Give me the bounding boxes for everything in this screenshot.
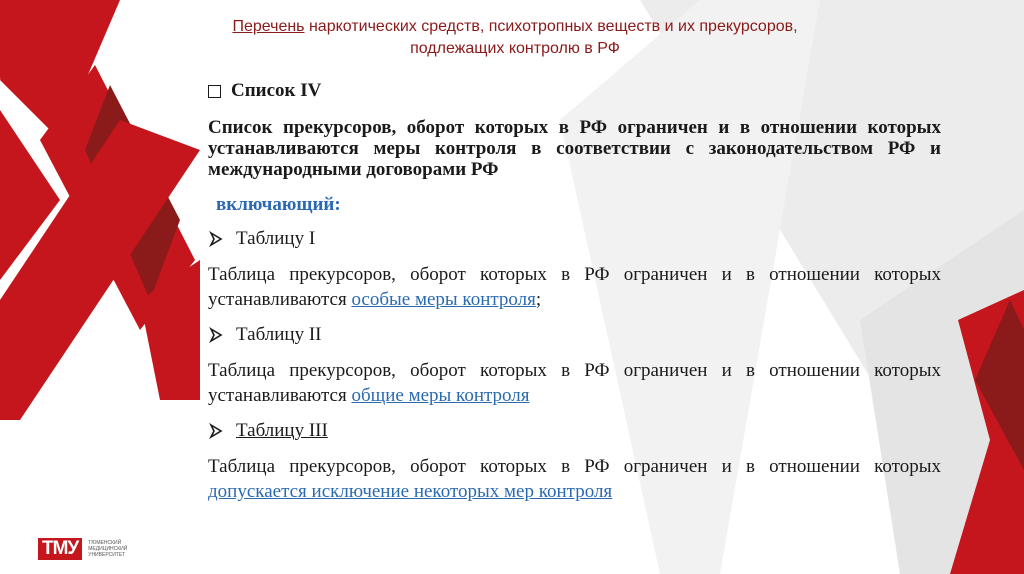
logo-text: ТЮМЕНСКИЙ МЕДИЦИНСКИЙ УНИВЕРСИТЕТ — [88, 540, 128, 558]
table-item-2-heading — [208, 324, 941, 346]
table-item-1-heading — [208, 228, 941, 250]
logo-mark: ТМУ — [38, 538, 82, 560]
list-description: Список прекурсоров, оборот которых в РФ ограничен и в отношении которых устанавливаются меры контроля в соответствии с законодательством РФ и международными договорами РФ — [208, 117, 941, 180]
list-heading-text: Список IV — [231, 80, 322, 101]
title-line-2: подлежащих контролю в РФ — [410, 40, 620, 57]
university-logo — [38, 538, 148, 560]
list-heading — [208, 80, 941, 102]
checkbox-bullet-icon — [208, 85, 221, 98]
table-item-label: Таблицу III — [236, 420, 328, 441]
arrow-bullet-icon — [208, 327, 224, 343]
table-item-label: Таблицу II — [236, 324, 322, 345]
table-item-label: Таблицу I — [236, 228, 316, 249]
title-line-1 — [150, 16, 880, 38]
table-item-1-text — [208, 262, 941, 312]
general-control-link[interactable]: общие меры контроля — [351, 385, 530, 406]
table-item-text: Таблица прекурсоров, оборот которых в РФ ограничен и в отношении которых устанавливаются — [208, 264, 941, 310]
arrow-bullet-icon — [208, 231, 224, 247]
table-item-3-heading — [208, 420, 941, 442]
exception-control-link[interactable]: допускается исключение некоторых мер контроля — [208, 481, 613, 502]
table-item-2-text — [208, 358, 941, 408]
table-item-text: Таблица прекурсоров, оборот которых в РФ ограничен и в отношении которых устанавливаются — [208, 360, 941, 406]
including-label: включающий: — [216, 194, 341, 215]
slide-content — [208, 80, 941, 504]
slide-title — [150, 16, 880, 60]
title-line-1-rest: наркотических средств, психотропных веществ и их прекурсоров, — [304, 18, 798, 35]
table-item-3-text — [208, 454, 941, 504]
table-item-text: Таблица прекурсоров, оборот которых в РФ ограничен и в отношении которых — [208, 456, 941, 477]
title-underlined-word: Перечень — [232, 18, 305, 35]
table-item-text-end: ; — [535, 289, 542, 310]
arrow-bullet-icon — [208, 423, 224, 439]
special-control-link[interactable]: особые меры контроля — [351, 289, 536, 310]
